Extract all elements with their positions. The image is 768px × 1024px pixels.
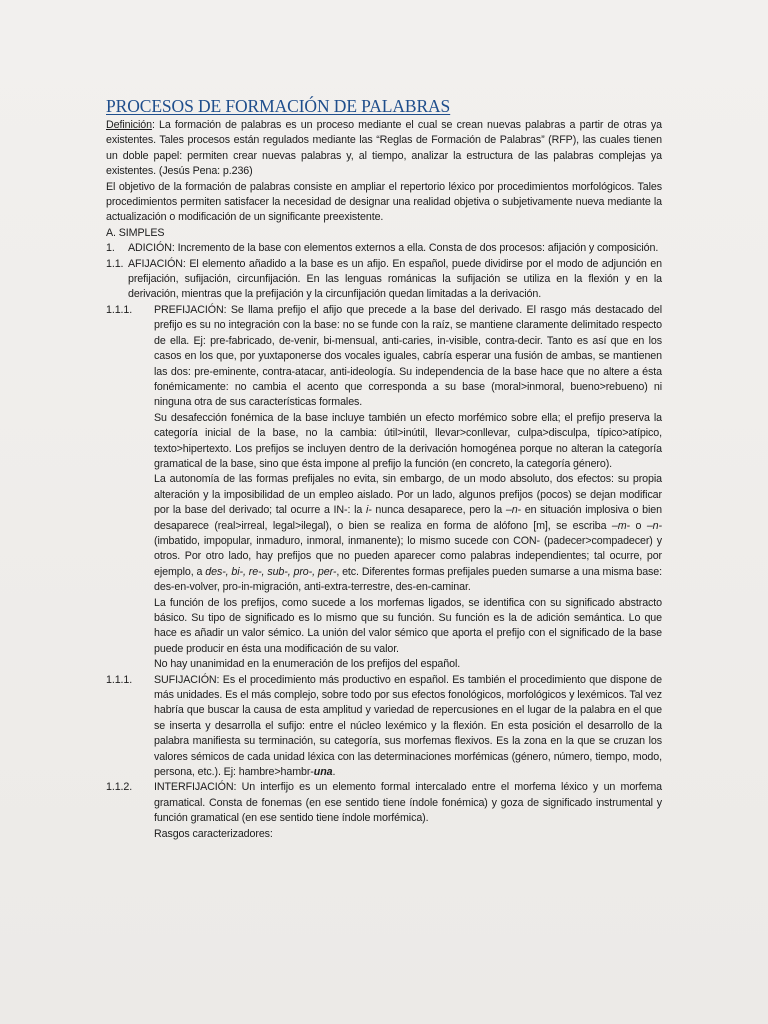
sufijacion-body: SUFIJACIÓN: Es el procedimiento más productivo en español. Es también el procedimiento que dispone de más unidades. Es el más complejo, sobre todo por sus efectos fonológicos, morfológicos y lexémicos. Tal vez habría que buscar la causa de esta amplitud y variedad de repercusiones en el lugar de la palabra en el que se inserta y desarrolla el sufijo: entre el núcleo lexémico y la flexión. En esta posición el desarrollo de la palabra manifiesta su terminación, su categoría, sus morfemas flexivos. Es la zona en la que se cruzan los valores sémicos de cada unidad léxica con las determinaciones morfémicas (género, número, tiempo, modo, persona, etc.). Ej: hambre>hambr- [154,673,662,779]
p3-text-f: , etc. Diferentes formas prefijales pueden sumarse a una misma base: des-en-volver, pro-in-migración, anti-extra-terrestre, des-en-caminar. [154,565,662,594]
prefijacion-paragraph-4: La función de los prefijos, como sucede a los morfemas ligados, se identifica con su significado abstracto básico. Su tipo de significado es lo mismo que su función. Su función es la de adición semántica. Lo que hace es añadir un valor sémico. La unión del valor sémico que aporta el prefijo con el significado de la base puede producir en ésta una modificación de su valor. [154,596,662,655]
prefijacion-item [106,303,662,411]
adicion-number: 1. [106,242,115,255]
afijacion-number: 1.1. [106,257,124,270]
prefijacion-paragraph-2: Su desafección fonémica de la base incluye también un efecto morfémico sobre ella; el prefijo preserva la categoría inicial de la base, no la cambia: útil>inútil, llevar>conllevar, culpa>disculpa, típico>atípico, texto>hipertexto. Los prefijos se incluyen dentro de la derivación homogénea porque no alteran la categoría gramatical de la base, sino que ésta impone al prefijo la función (en concreto, la categoría género). [154,411,662,470]
p3-italic-n2: –n- [646,519,662,532]
rasgos-heading: Rasgos caracterizadores: [154,827,273,840]
definition-paragraph [106,118,662,180]
page-title: PROCESOS DE FORMACIÓN DE PALABRAS [106,96,451,116]
prefijacion-paragraph-5: No hay unanimidad en la enumeración de los prefijos del español. [154,658,461,671]
p3-italic-n1: –n- [505,504,522,517]
sufijacion-emphasis: una [313,766,333,779]
interfijacion-number: 1.1.2. [106,781,133,794]
sufijacion-end: . [332,766,336,779]
definition-text: : La formación de palabras es un proceso mediante el cual se crean nuevas palabras a partir de otras ya existentes. Tales procesos están regulados mediante las “Reglas de Formación de Palabras” (RFP), las cuales tienen un doble papel: permiten crear nuevas palabras y, al tiempo, analizar la estructura de las palabras complejas ya existentes. (Jesús Pena: p.236) [106,119,662,178]
prefijacion-text: PREFIJACIÓN: Se llama prefijo el afijo que precede a la base del derivado. El rasgo más destacado del prefijo es su no integración con la base: no se funde con la raíz, se mantiene claramente delimitado respecto de ella. Ej: pre-fabricado, de-venir, bi-mensual, anti-caries, in-visible, contra-decir. Tanto es así que en los casos en los que, por yuxtaponerse dos vocales iguales, cabría esperar una fusión de ambas, se mantienen las dos: pre-eminente, contra-atacar, anti-ideología. Su independencia de la base hace que no altere a ésta fonémicamente: no cambia el acento que corresponda a su base (moral>inmoral, bueno>rebueno) ni ninguna otra de sus características formales. [154,303,662,409]
adicion-item [106,241,662,256]
p3-italic-m: –m- [611,519,631,532]
objective-paragraph: El objetivo de la formación de palabras consiste en ampliar el repertorio léxico por procedimientos morfológicos. Tales procedimientos permiten satisfacer la necesidad de designar una realidad objetiva o subjetivamente nueva mediante la actualización o modificación de un significante preexistente. [106,180,662,224]
sufijacion-item [106,673,662,781]
afijacion-text: AFIJACIÓN: El elemento añadido a la base es un afijo. En español, puede dividirse por el modo de adjunción en prefijación, sufijación, circunfijación. En las lenguas románicas la sufijación se utiliza en la flexión y en la derivación, mientras que la prefijación y la circunfijación quedan limitadas a la derivación. [128,257,662,301]
p3-text-b: nunca desaparece, pero la [371,504,506,517]
p3-italic-i: i- [365,504,372,517]
afijacion-item [106,257,662,303]
p3-text-c: en situación implosiva o bien desaparece (real>irreal, legal>ilegal), o bien se realiza en forma de alófono [m], se escriba [154,504,662,532]
p3-italic-prefix-list: des-, bi-, re-, sub-, pro-, per- [205,565,337,578]
interfijacion-item [106,780,662,826]
sufijacion-text [154,673,662,781]
interfijacion-text: INTERFIJACIÓN: Un interfijo es un elemento formal intercalado entre el morfema léxico y un morfema gramatical. Consta de fonemas (en ese sentido tiene índole fonémica) y goza de significado instrumental y función gramatical (en ese sentido tiene índole morfémica). [154,781,662,825]
adicion-text: ADICIÓN: Incremento de la base con elementos externos a ella. Consta de dos procesos: afijación y composición. [128,242,659,255]
prefijacion-number: 1.1.1. [106,303,133,316]
sufijacion-number: 1.1.1. [106,673,133,686]
p3-text-e: (imbatido, impopular, inmaduro, inmoral, inmanente); lo mismo sucede con CON- (padecer>compadecer) y otros. Por otro lado, hay prefijos que no pueden aparecer como palabras independientes; tal ocurre, por ejemplo, a [154,534,662,578]
p3-text-d: o [630,519,647,532]
p3-text-a: La autonomía de las formas prefijales no evita, sin embargo, de un modo absoluto, dos efectos: su propia alteración y la imposibilidad de un empleo aislado. Por un lado, algunos prefijos (pocos) se dejan modificar por la base del derivado; tal ocurre a IN-: la [154,473,662,517]
prefijacion-paragraph-3 [106,472,662,595]
document-body [106,96,662,842]
definition-label: Definición [106,119,152,131]
section-a-heading: A. SIMPLES [106,226,165,239]
